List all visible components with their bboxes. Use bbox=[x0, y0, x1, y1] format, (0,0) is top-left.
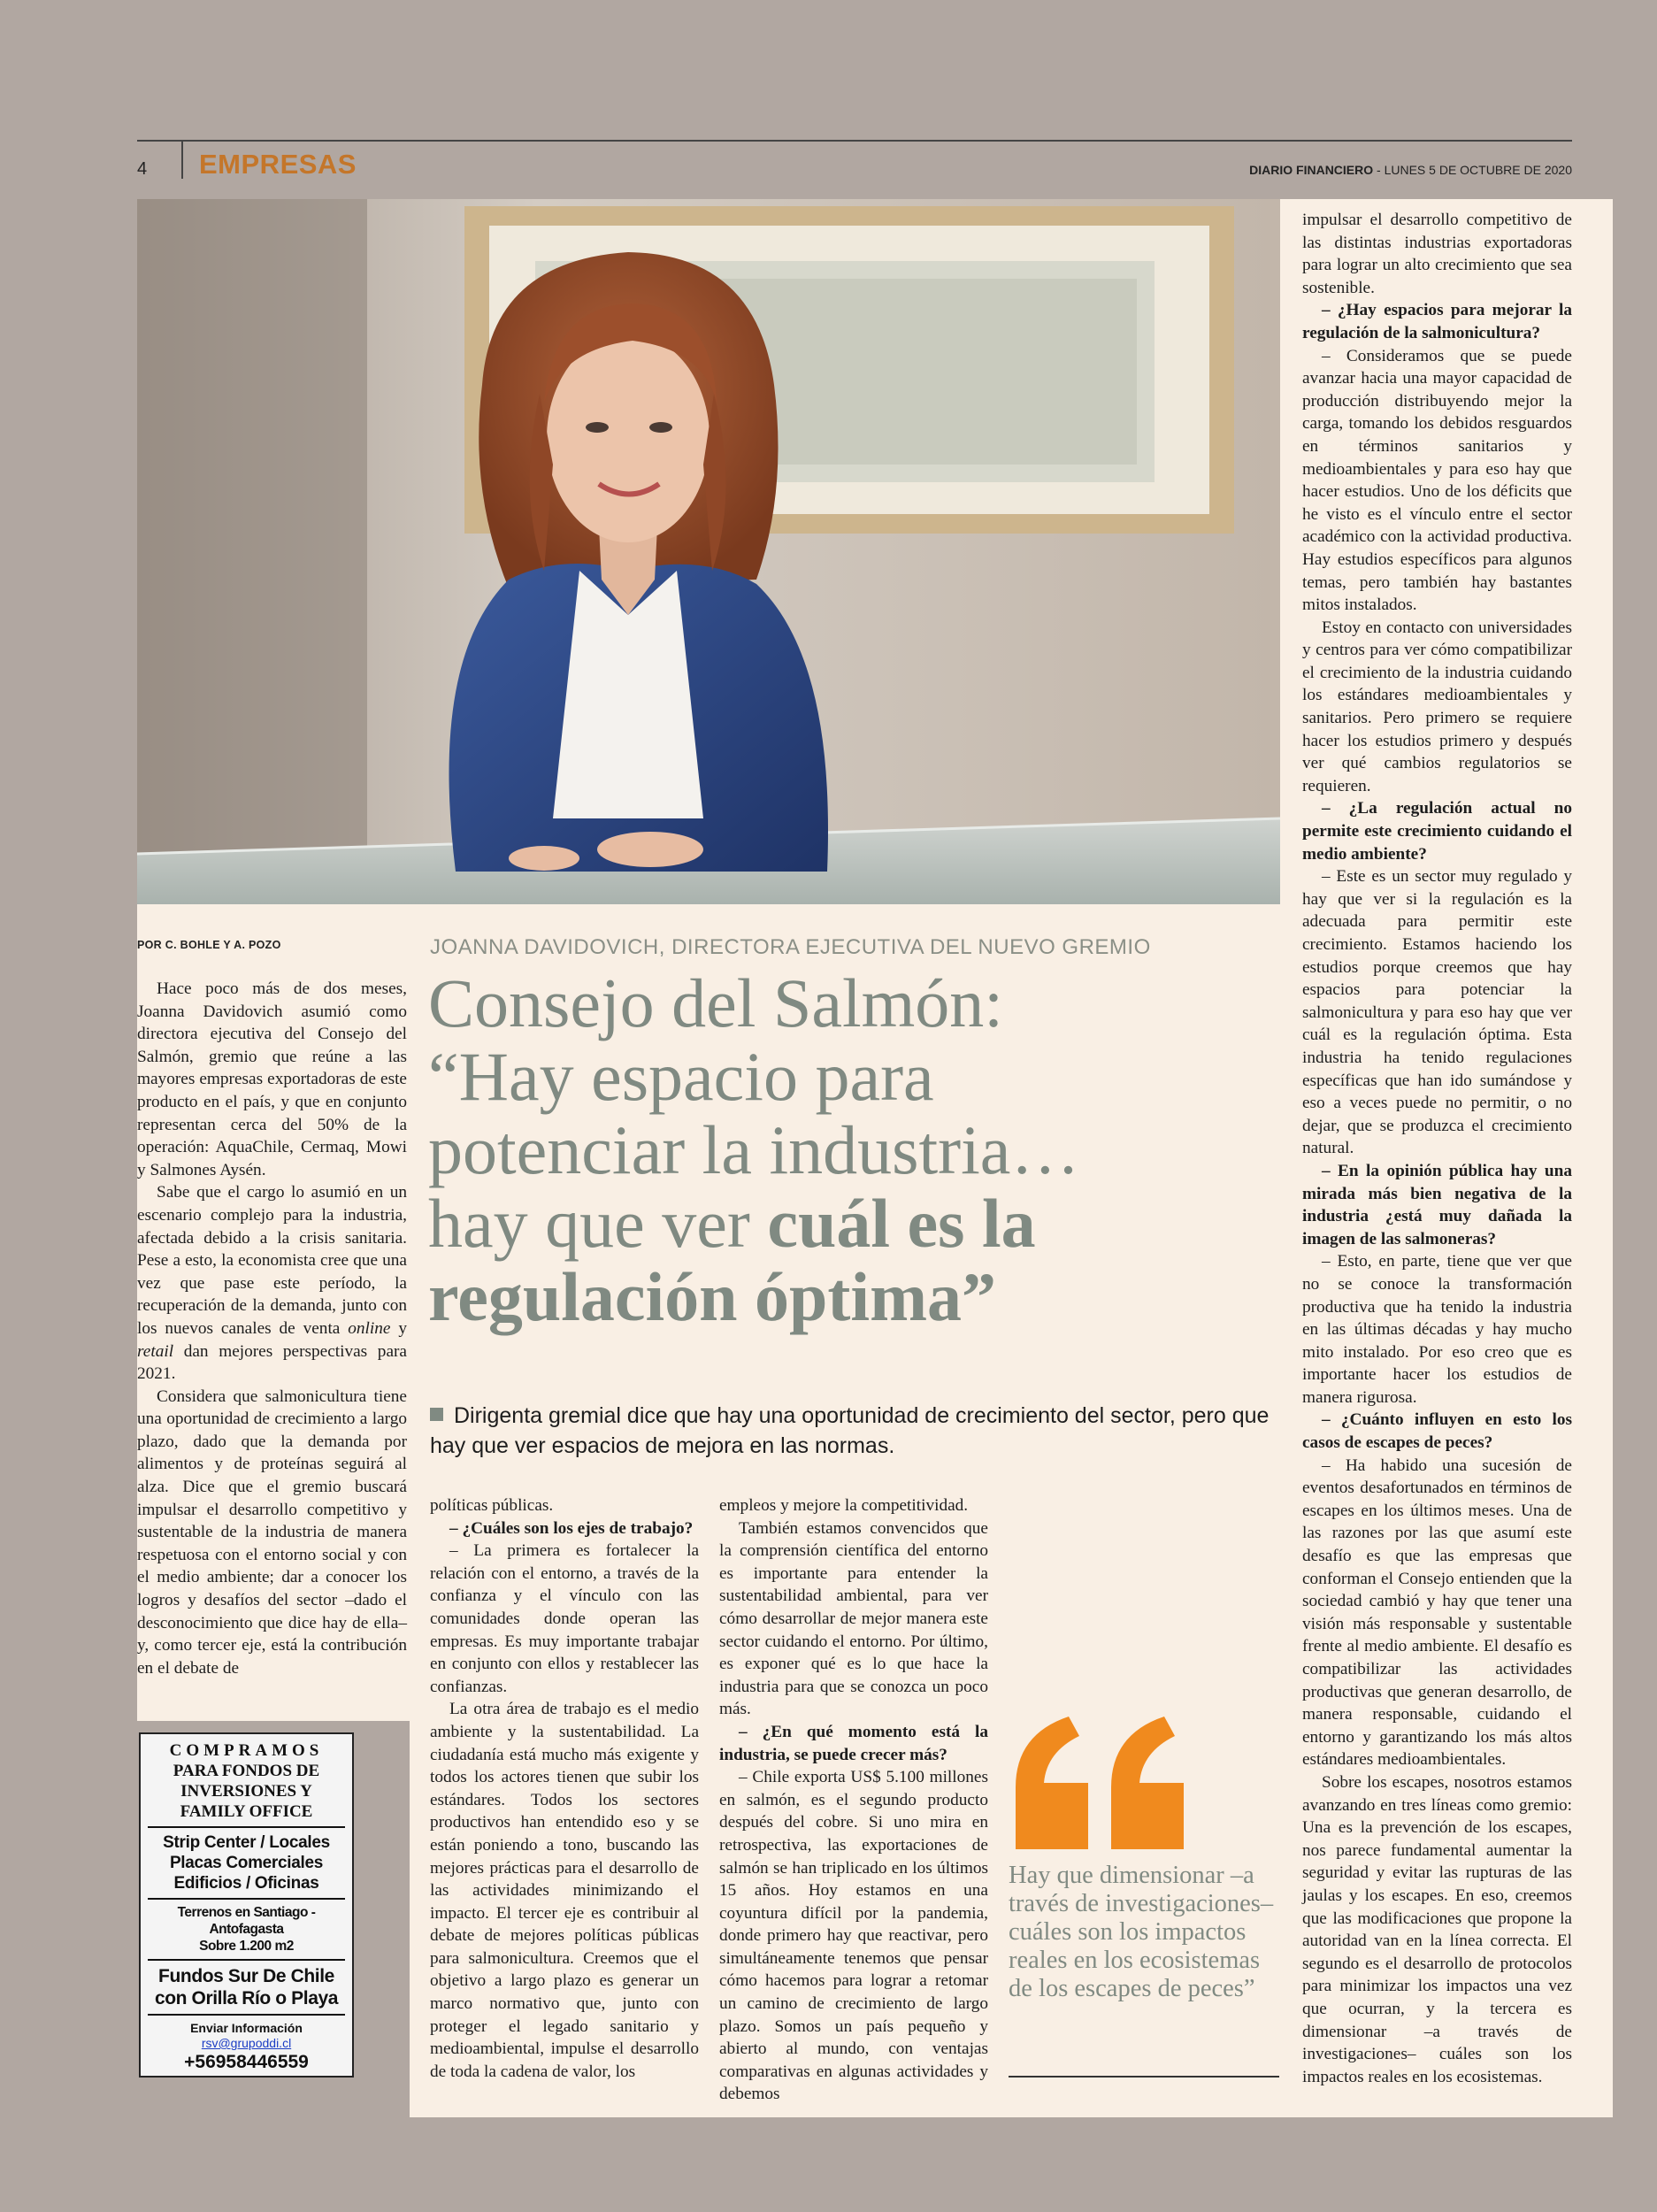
kicker: JOANNA DAVIDOVICH, DIRECTORA EJECUTIVA DEL NUEVO GREMIO bbox=[430, 935, 1151, 959]
question: – En la opinión pública hay una mirada más bien negativa de la industria ¿está muy dañada la imagen de las salmoneras? bbox=[1302, 1161, 1572, 1248]
classified-ad bbox=[139, 1732, 354, 2078]
header-rule bbox=[137, 140, 1572, 142]
publication-date-line bbox=[1249, 163, 1572, 177]
paragraph: Sobre los escapes, nosotros estamos avanzando en tres líneas como gremio: Una es la prevención de los escapes, nos parece fundamental aumentar la seguridad y evitar las rupturas de las jaulas y los escapes. En eso, creemos que las modificaciones que propone la autoridad van en la línea correcta. El segundo es el desarrollo de protocolos para minimizar los impactos una vez que ocurran, y la tercera es dimensionar –a través de investigaciones– cuáles son los impactos reales en los ecosistemas. bbox=[1302, 1772, 1572, 2086]
paragraph: – Ha habido una sucesión de eventos desafortunados en términos de escapes en los últimos meses. Una de las razones por las que asumí este desafío es que las empresas que conforman el Consejo entienden que la sociedad cambió y hay que tener una visión más responsable y sustentable frente al medio ambiente. El desafío es compatibilizar las actividades productivas que generan desarrollo, de manera responsable, cuidando el entorno y garantizando los más altos estándares medioambientales. bbox=[1302, 1455, 1572, 1770]
headline bbox=[428, 966, 1277, 1333]
paragraph: Considera que salmonicultura tiene una oportunidad de crecimiento a largo plazo, dado que la demanda por alimentos y de proteínas seguirá al alza. Dice que el gremio buscará impulsar el desarrollo competitivo y sustentable de la industria de manera respetuosa con el entorno social y con el medio ambiente; dar a conocer los logros y desafíos del sector –dado el desconocimiento que dice hay de ella– y, como tercer eje, está la contribución en el debate de bbox=[137, 1386, 407, 1678]
pull-quote-rule bbox=[1009, 2076, 1279, 2078]
headline-line: potenciar la industria… bbox=[428, 1111, 1080, 1188]
paragraph: También estamos convencidos que la comprensión científica del entorno es importante para entender la sustentabilidad ambiental, para ver cómo desarrollar de mejor manera este sector cuidando el entorno. Por último, es exponer qué es lo que hace la industria para que se conozca un poco más. bbox=[719, 1518, 988, 1719]
ad-divider bbox=[148, 1826, 345, 1828]
column-right bbox=[1302, 209, 1572, 2088]
paragraph: Estoy en contacto con universidades y centros para ver cómo compatibilizar el crecimiento de la industria cuidando los estándares medioambientales y sanitarios. Pero primero se requiere hacer los estudios primero y después ver qué cambios regulatorios se requieren. bbox=[1302, 618, 1572, 795]
ad-line: Enviar Información bbox=[190, 2021, 303, 2035]
ad-line: Fundos Sur De Chile bbox=[158, 1966, 334, 1986]
pull-quote: Hay que dimensionar –a través de investigaciones– cuáles son los impactos reales en los ecosistemas de los escapes de peces” bbox=[1009, 1862, 1274, 2002]
quote-mark-icon bbox=[1007, 1717, 1193, 1858]
issue-date: - LUNES 5 DE OCTUBRE DE 2020 bbox=[1377, 163, 1572, 177]
ad-divider bbox=[148, 1959, 345, 1961]
ad-line: Placas Comerciales bbox=[169, 1854, 324, 1872]
paragraph: – Esto, en parte, tiene que ver que no se conoce la transformación productiva que ha tenido la industria en las últimas décadas y hay mucho mito instalado. Por eso creo que es importante hacer los estudios de manera rigurosa. bbox=[1302, 1252, 1572, 1407]
deck-text: Dirigenta gremial dice que hay una oportunidad de crecimiento del sector, pero que hay que ver espacios de mejora en las normas. bbox=[430, 1403, 1270, 1458]
column-middle-2 bbox=[719, 1494, 988, 2106]
header-separator bbox=[181, 140, 183, 179]
ad-line: con Orilla Río o Playa bbox=[154, 1988, 339, 2008]
ad-email-link[interactable]: rsv@grupoddi.cl bbox=[201, 2036, 292, 2050]
headline-line: regulación óptima” bbox=[428, 1258, 997, 1335]
portrait-illustration bbox=[137, 199, 1280, 904]
headline-line: hay que ver cuál es la bbox=[428, 1185, 1036, 1262]
ad-phone: +56958446559 bbox=[184, 2052, 309, 2072]
paragraph: La otra área de trabajo es el medio ambiente y la sustentabilidad. La ciudadanía está mucho más exigente y todos los actores tienen que subir los estándares. Todos los sectores productivos han entendido eso y se están poniendo a tono, buscando las mejores prácticas para el desarrollo de las actividades minimizando el impacto. El tercer eje es contribuir al debate de mejores políticas públicas para salmonicultura. Creemos que el objetivo a largo plazo es generar un marco normativo que, junto con proteger el legado sanitario y medioambiental, impulse el desarrollo de toda la cadena de valor, los bbox=[430, 1700, 699, 2081]
paragraph: impulsar el desarrollo competitivo de las distintas industrias exportadoras para lograr un alto crecimiento que sea sostenible. bbox=[1302, 211, 1572, 297]
paragraph: – Chile exporta US$ 5.100 millones en salmón, es el segundo producto después del cobre. Si uno mira en retrospectiva, las exportaciones de salmón se han triplicado en los últimos 15 años. Hoy estamos en una coyuntura difícil por la pandemia, donde primero hay que reactivar, pero simultáneamente tenemos que pensar cómo hacemos para lograr a retomar un camino de crecimiento de largo plazo. Somos un país pequeño y abierto al mundo, con ventajas comparativas en algunas actividades y debemos bbox=[719, 1768, 988, 2104]
byline: POR C. BOHLE Y A. POZO bbox=[137, 939, 281, 951]
headline-line: “Hay espacio para bbox=[428, 1038, 934, 1115]
ad-line: Edificios / Oficinas bbox=[173, 1874, 319, 1893]
ad-line: Terrenos en Santiago - Antofagasta bbox=[177, 1905, 316, 1937]
question: – ¿Cuáles son los ejes de trabajo? bbox=[449, 1518, 694, 1538]
square-bullet-icon bbox=[430, 1408, 443, 1421]
question: – ¿En qué momento está la industria, se puede crecer más? bbox=[719, 1722, 988, 1764]
column-left bbox=[137, 978, 407, 1679]
question: – ¿Cuánto influyen en esto los casos de escapes de peces? bbox=[1302, 1410, 1572, 1453]
paragraph: empleos y mejore la competitividad. bbox=[719, 1496, 969, 1515]
ad-line: Strip Center / Locales bbox=[163, 1833, 330, 1852]
ad-divider bbox=[148, 1898, 345, 1900]
paragraph: – Consideramos que se puede avanzar hacia una mayor capacidad de producción distribuyendo mejor la carga, tomando los debidos resguardos en términos sanitarios y medioambientales y para eso hay que hacer estudios. Uno de los déficits que he visto es el vínculo entre el sector académico con la actividad productiva. Hay estudios específicos para algunos temas, pero también hay bastantes mitos instalados. bbox=[1302, 346, 1572, 615]
ad-divider bbox=[148, 2014, 345, 2016]
page-number: 4 bbox=[137, 159, 148, 179]
ad-line: FAMILY OFFICE bbox=[180, 1802, 313, 1821]
question: – ¿La regulación actual no permite este crecimiento cuidando el medio ambiente? bbox=[1302, 799, 1572, 864]
ad-line: Sobre 1.200 m2 bbox=[199, 1939, 294, 1954]
headline-line: Consejo del Salmón: bbox=[428, 964, 1003, 1041]
paragraph: – La primera es fortalecer la relación con el entorno, a través de la confianza y el vínculo con las comunidades donde operan las empresas. Es muy importante trabajar en conjunto con ellos y restablecer las confianzas. bbox=[430, 1541, 699, 1696]
ad-line: INVERSIONES Y bbox=[180, 1782, 312, 1801]
question: – ¿Hay espacios para mejorar la regulación de la salmonicultura? bbox=[1302, 301, 1572, 342]
ad-line: PARA FONDOS DE bbox=[173, 1762, 320, 1780]
column-middle-1 bbox=[430, 1494, 699, 2083]
deck bbox=[430, 1401, 1279, 1461]
portrait-photo bbox=[137, 199, 1280, 904]
section-title: EMPRESAS bbox=[199, 149, 357, 180]
paragraph: Hace poco más de dos meses, Joanna Davidovich asumió como directora ejecutiva del Consejo del Salmón, gremio que reúne a las mayores empresas exportadoras de este producto en el país, y que en conjunto representan cerca del 50% de la operación: AquaChile, Cermaq, Mowi y Salmones Aysén. bbox=[137, 979, 407, 1179]
publication-name: DIARIO FINANCIERO bbox=[1249, 163, 1374, 177]
paragraph: – Este es un sector muy regulado y hay que ver si la regulación es la adecuada para permitir este crecimiento. Estamos haciendo los estudios porque creemos que hay espacios para potenciar la salmonicultura y para eso hay que ver cuál es la regulación óptima. Esta industria ha tenido regulaciones específicas que han ido sumándose y eso a veces puede no permitir, o no dejar, que se produzca el crecimiento natural. bbox=[1302, 867, 1572, 1158]
paragraph: políticas públicas. bbox=[430, 1496, 554, 1515]
paragraph: Sabe que el cargo lo asumió en un escenario complejo para la industria, afectada debido a la crisis sanitaria. Pese a esto, la economista cree que una vez que pase este período, la recuperación de la demanda, junto con los nuevos canales de venta online y retail dan mejores perspectivas para 2021. bbox=[137, 1183, 407, 1384]
ad-line: COMPRAMOS bbox=[169, 1741, 324, 1760]
